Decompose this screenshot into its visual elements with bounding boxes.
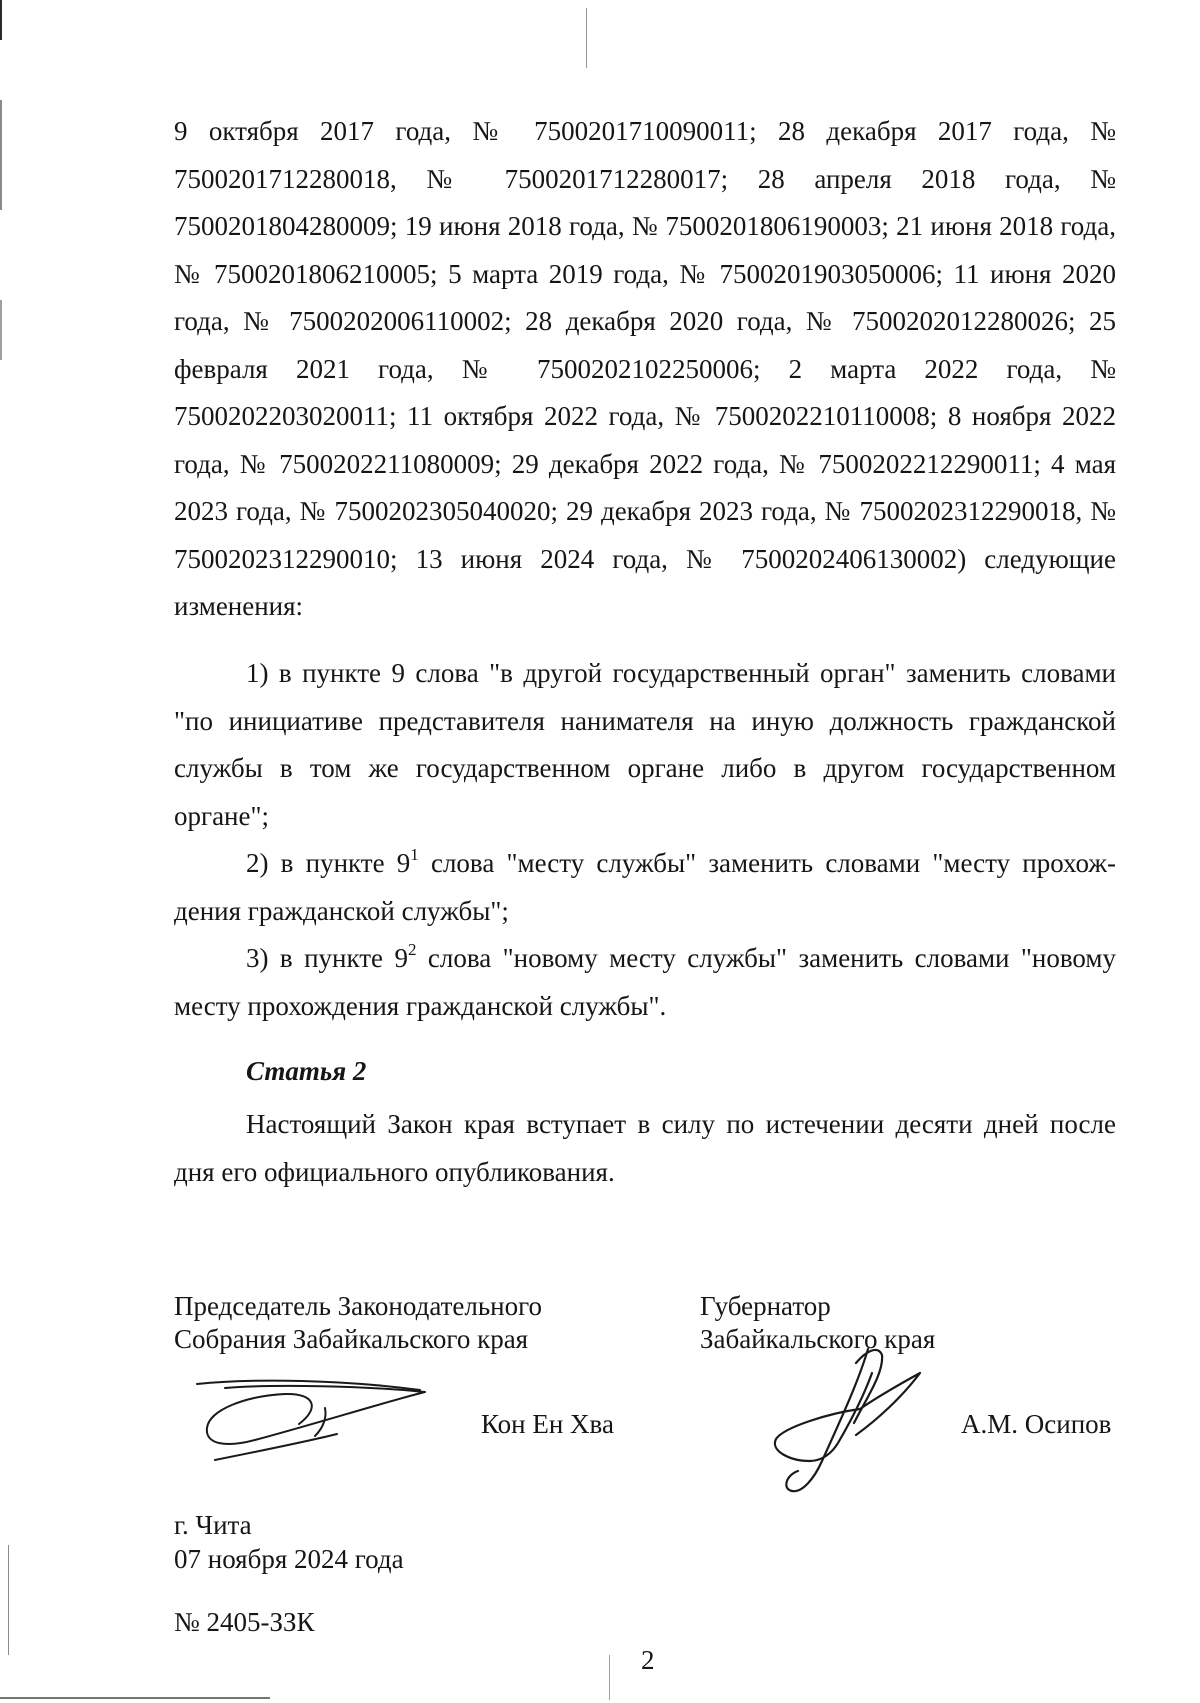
amendment-3-text-start: 3) в пункте 9 [246,943,408,973]
scan-edge-mark [8,1545,9,1655]
amendment-3-superscript: 2 [407,940,417,959]
scan-edge-mark [586,8,587,68]
scan-edge-mark [0,300,2,360]
amendment-2-text-end: слова "месту службы" заменить словами "месту прохождения гражданской службы"; [174,848,1116,926]
document-number: № 2405-ЗЗК [174,1607,315,1637]
right-title-line-1: Губернатор [700,1291,831,1321]
lead-paragraph-text: 9 октября 2017 года, № 7500201710090011; 28 декабря 2017 года, № 7500201712280018, № 7500201712280017; 28 апреля 2018 года, № 7500201804280009; 19 июня 2018 года, № 7500201806190003; 21 июня 2018 года, № 7500201806210005; 5 марта 2019 года, № 7500201903050006; 11 июня 2020 года, № 7500202006110002; 28 декабря 2020 года, № 7500202012280026; 25 февраля 2021 года, № 7500202102250006; 2 марта 2022 года, № 7500202203020011; 11 октября 2022 года, № 7500202210110008; 8 ноября 2022 года, № 7500202211080009; 29 декабря 2022 года, № 7500202212290011; 4 мая 2023 года, № 7500202305040020; 29 декабря 2023 года, № 7500202312290018, № 7500202312290010; 13 июня 2024 года, № 7500202406130002) следующие изменения: [174,116,1116,621]
scan-edge-mark [0,1697,270,1699]
scan-edge-mark [0,0,2,40]
amendment-item-3 [174,935,1116,1030]
left-signatory-name: Кон Ен Хва [481,1409,614,1439]
left-title-line-2: Собрания Забайкальского края [174,1324,529,1354]
amendment-item-2 [174,840,1116,935]
left-signatory-title [174,1290,542,1356]
scan-edge-mark [609,1655,610,1700]
amendment-3-text-end: слова "новому месту службы" заменить словами "новому месту прохождения гражданской службы". [174,943,1117,1021]
right-handwritten-signature [770,1343,935,1498]
place: г. Чита [174,1510,252,1540]
place-and-date [174,1508,404,1576]
closing-paragraph [174,1101,1116,1196]
amendment-list [174,650,1116,1030]
date: 07 ноября 2024 года [174,1544,404,1574]
amendment-1-text: 1) в пункте 9 слова "в другой государственный орган" заменить словами "по инициативе представителя нанимателя на иную должность гражданской службы в том же государственном органе либо в другом государственном органе"; [174,658,1116,831]
amendment-item-1 [174,650,1116,840]
page-number: 2 [641,1645,655,1675]
right-title-line-2: Забайкальского края [700,1324,936,1354]
amendment-2-text-start: 2) в пункте 9 [246,848,411,878]
left-handwritten-signature [195,1374,435,1464]
scan-edge-mark [0,100,2,210]
lead-paragraph [174,108,1116,631]
closing-paragraph-text: Настоящий Закон края вступает в силу по истечении десяти дней после дня его официального опубликования. [174,1109,1116,1187]
right-signatory-name: А.М. Осипов [961,1409,1112,1439]
amendment-2-superscript: 1 [410,845,419,864]
left-title-line-1: Председатель Законодательного [174,1291,543,1321]
article-heading: Статья 2 [246,1056,367,1086]
